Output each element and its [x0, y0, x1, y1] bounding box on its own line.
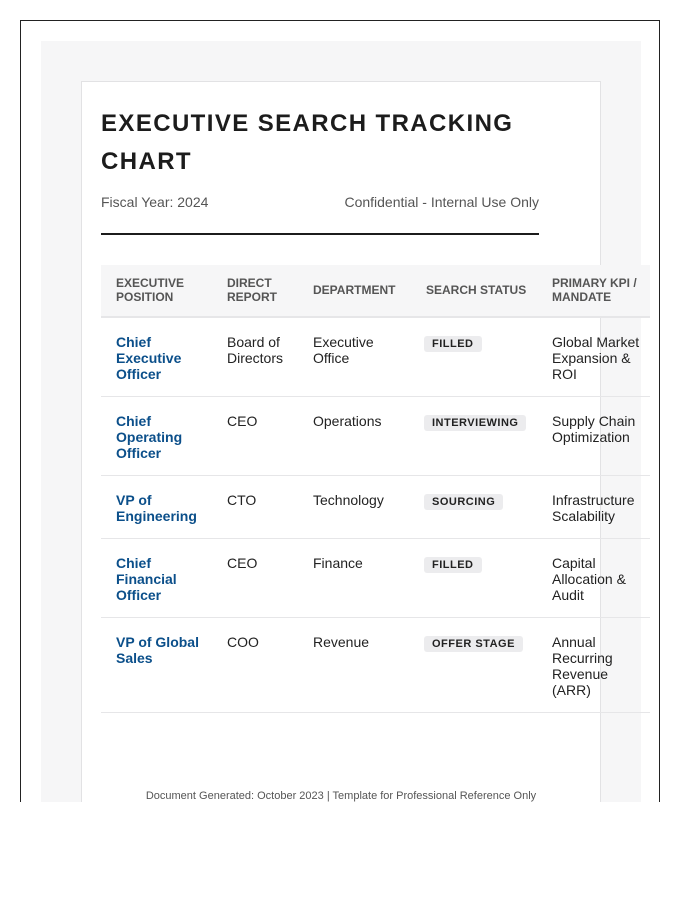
table-row	[101, 539, 650, 618]
department-cell: Revenue	[298, 618, 411, 713]
column-header-position: EXECUTIVE POSITION	[101, 265, 212, 317]
direct-report-cell: COO	[212, 618, 298, 713]
table-row	[101, 317, 650, 397]
kpi-cell: Infrastructure Scalability	[537, 476, 650, 539]
status-cell	[411, 397, 537, 476]
position-cell: Chief Operating Officer	[101, 397, 212, 476]
title-divider	[101, 233, 539, 235]
status-cell	[411, 476, 537, 539]
department-cell: Operations	[298, 397, 411, 476]
column-header-department: DEPARTMENT	[298, 265, 411, 317]
fiscal-year: Fiscal Year: 2024	[101, 194, 209, 210]
status-cell	[411, 317, 537, 397]
department-cell: Finance	[298, 539, 411, 618]
document-meta-row	[101, 194, 539, 210]
status-cell	[411, 539, 537, 618]
confidentiality-note: Confidential - Internal Use Only	[344, 194, 539, 210]
status-badge: FILLED	[424, 557, 482, 573]
status-badge: SOURCING	[424, 494, 503, 510]
document-content	[101, 105, 640, 713]
column-header-direct-report: DIRECT REPORT	[212, 265, 298, 317]
status-badge: FILLED	[424, 336, 482, 352]
position-cell: Chief Financial Officer	[101, 539, 212, 618]
direct-report-cell: CEO	[212, 397, 298, 476]
department-cell: Executive Office	[298, 317, 411, 397]
direct-report-cell: CTO	[212, 476, 298, 539]
table-row	[101, 397, 650, 476]
table-row	[101, 476, 650, 539]
status-cell	[411, 618, 537, 713]
column-header-status: SEARCH STATUS	[411, 265, 537, 317]
document-footer: Document Generated: October 2023 | Template for Professional Reference Only	[145, 790, 537, 802]
document-title: EXECUTIVE SEARCH TRACKING CHART	[101, 110, 514, 175]
kpi-cell: Annual Recurring Revenue (ARR)	[537, 618, 650, 713]
status-badge: INTERVIEWING	[424, 415, 526, 431]
column-header-kpi: PRIMARY KPI / MANDATE	[537, 265, 650, 317]
position-cell: VP of Engineering	[101, 476, 212, 539]
direct-report-cell: Board of Directors	[212, 317, 298, 397]
direct-report-cell: CEO	[212, 539, 298, 618]
executive-search-table	[101, 265, 650, 713]
table-header-row	[101, 265, 650, 317]
status-badge: OFFER STAGE	[424, 636, 523, 652]
position-cell: VP of Global Sales	[101, 618, 212, 713]
kpi-cell: Capital Allocation & Audit	[537, 539, 650, 618]
kpi-cell: Global Market Expansion & ROI	[537, 317, 650, 397]
kpi-cell: Supply Chain Optimization	[537, 397, 650, 476]
department-cell: Technology	[298, 476, 411, 539]
position-cell: Chief Executive Officer	[101, 317, 212, 397]
table-row	[101, 618, 650, 713]
